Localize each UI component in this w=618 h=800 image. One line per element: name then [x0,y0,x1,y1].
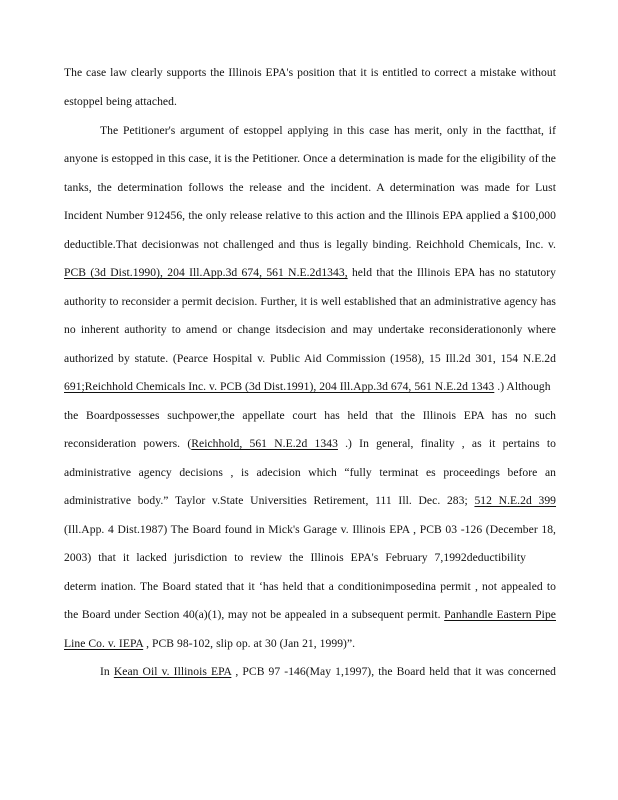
case-citation: Panhandle Eastern Pipe [444,608,556,621]
text-line [64,494,556,508]
line-segment: held that the Illinois EPA has no statutory [347,266,556,279]
text-line: the Boardpossesses suchpower,the appellate court has held that the Illinois EPA has no such [64,409,556,422]
text-line: 2003) that it lacked jurisdiction to review the Illinois EPA's February 7,1992deductibility [64,551,526,564]
case-citation: PCB (3d Dist.1990), 204 Ill.App.3d 674, 561 N.E.2d1343, [64,266,348,279]
case-citation: 512 N.E.2d 399 [474,494,557,507]
text-line: authority to reconsider a permit decision. Further, it is well established that an administrative agency has [64,295,556,308]
text-line: administrative agency decisions , is adecision which “fully terminat es proceedings before an [64,466,556,479]
line-segment: .) Although [494,380,551,393]
text-line: estoppel being attached. [64,95,177,108]
text-line [64,266,556,280]
text-line [64,637,556,651]
line-segment: In [100,665,114,678]
text-line: The case law clearly supports the Illinois EPA's position that it is entitled to correct a mistake without [64,66,556,79]
text-line: deductible.That decisionwas not challenged and thus is legally binding. Reichhold Chemicals, Inc. v. [64,238,556,251]
case-citation: Line Co. v. IEPA [64,637,144,650]
case-citation: Kean Oil v. Illinois EPA [113,665,232,678]
line-segment: administrative body.” Taylor v.State Universities Retirement, 111 Ill. Dec. 283; [64,494,475,507]
text-line [64,608,556,622]
line-segment: the Board under Section 40(a)(1), may not be appealed in a subsequent permit. [64,608,445,621]
text-line: no inherent authority to amend or change itsdecision and may undertake reconsiderationonly where [64,323,556,336]
text-line: authorized by statute. (Pearce Hospital v. Public Aid Commission (1958), 15 Ill.2d 301, 154 N.E.2d [64,352,556,365]
case-citation: 691;Reichhold Chemicals Inc. v. PCB (3d Dist.1991), 204 Ill.App.3d 674, 561 N.E.2d 1343 [64,380,495,393]
text-line [64,380,556,394]
text-line: determ ination. The Board stated that it ‘has held that a conditionimposedina permit , not appealed to [64,580,556,593]
text-line: Incident Number 912456, the only release relative to this action and the Illinois EPA applied a $100,000 [64,209,556,222]
line-segment: , PCB 97 -146(May 1,1997), the Board held that it was concerned [231,665,557,678]
text-line [100,665,556,679]
case-citation: Reichhold, 561 N.E.2d 1343 [191,437,338,450]
text-line: The Petitioner's argument of estoppel applying in this case has merit, only in the factthat, if [100,124,556,137]
text-line: (Ill.App. 4 Dist.1987) The Board found in Mick's Garage v. Illinois EPA , PCB 03 -126 (December 18, [64,523,556,536]
line-segment: reconsideration powers. ( [64,437,192,450]
text-line [64,437,556,451]
text-line: tanks, the determination follows the release and the incident. A determination was made for Lust [64,181,556,194]
text-line: anyone is estopped in this case, it is the Petitioner. Once a determination is made for the eligibility of the [64,152,556,165]
line-segment: .) In general, finality , as it pertains to [337,437,556,450]
line-segment: , PCB 98-102, slip op. at 30 (Jan 21, 1999)”. [143,637,356,650]
